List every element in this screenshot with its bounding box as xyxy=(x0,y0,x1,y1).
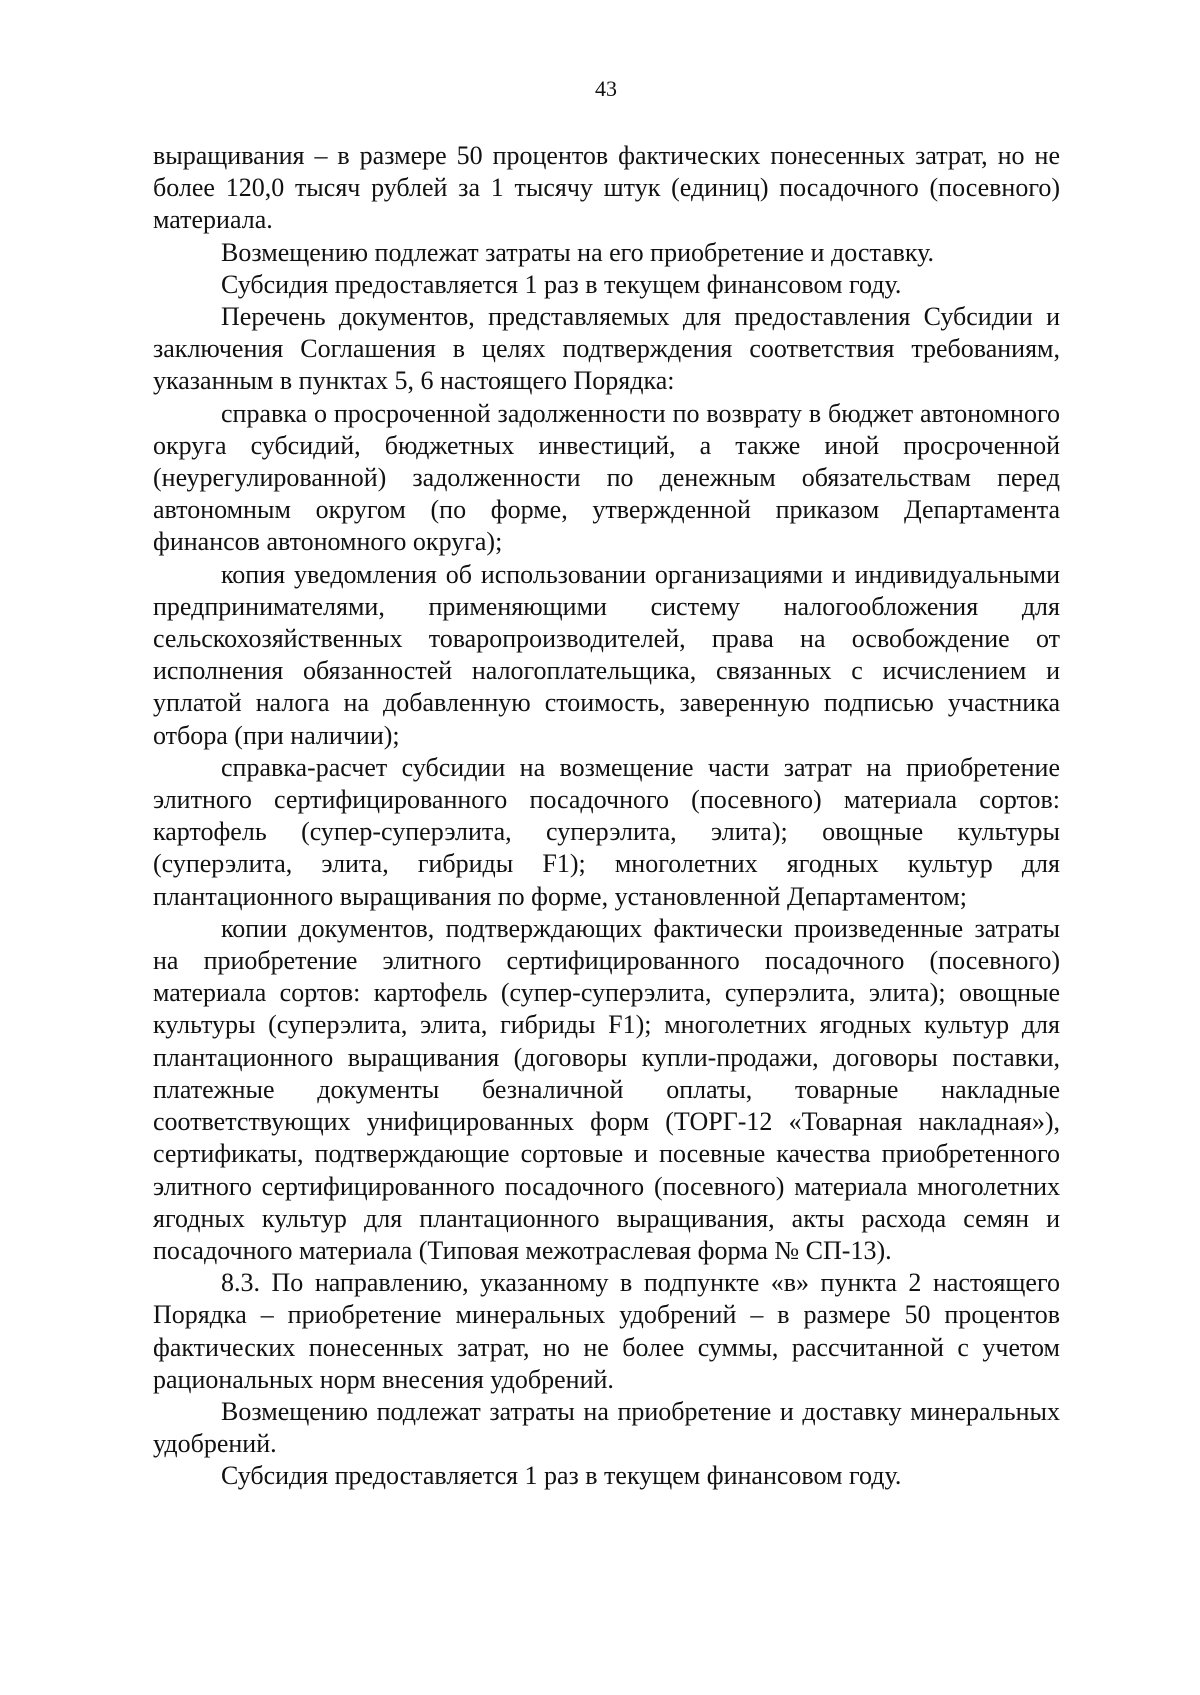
paragraph-subsidy-frequency-final: Субсидия предоставляется 1 раз в текущем финансовом году. xyxy=(221,1461,902,1491)
paragraph-subsidy-calculation: справка-расчет субсидии на возмещение части затрат на приобретение элитного сертифицированного посадочного (посевного) материала сортов: картофель (супер-суперэлита, суперэлита, элита); овощные культуры (суперэлита, элита, гибриды F1); многолетних ягодных культур для плантационного выращивания по форме, установленной Департаментом; xyxy=(153,752,1060,911)
page-number: 43 xyxy=(595,76,617,101)
paragraph-subsidy-frequency: Субсидия предоставляется 1 раз в текущем финансовом году. xyxy=(221,269,902,299)
paragraph-section-8-3: 8.3. По направлению, указанному в подпункте «в» пункта 2 настоящего Порядка – приобретение минеральных удобрений – в размере 50 процентов фактических понесенных затрат, но не более суммы, рассчитанной с учетом рациональных норм внесения удобрений. xyxy=(153,1268,1060,1394)
paragraph-continuation: выращивания – в размере 50 процентов фактических понесенных затрат, но не более 120,0 тысяч рублей за 1 тысячу штук (единиц) посадочного (посевного) материала. xyxy=(153,141,1060,235)
paragraph-overdue-debt-certificate: справка о просроченной задолженности по возврату в бюджет автономного округа субсидий, бюджетных инвестиций, а также иной просроченной (неурегулированной) задолженности по денежным обязательствам перед автономным округом (по форме, утвержденной приказом Департамента финансов автономного округа); xyxy=(153,398,1060,557)
paragraph-vat-exemption-notice: копия уведомления об использовании организациями и индивидуальными предпринимателями, применяющими систему налогообложения для сельскохозяйственных товаропроизводителей, права на освобождение от исполнения обязанностей налогоплательщика, связанных с исчислением и уплатой налога на добавленную стоимость, заверенную подписью участника отбора (при наличии); xyxy=(153,559,1060,750)
document-body xyxy=(153,140,1060,1493)
paragraph-reimbursement-delivery: Возмещению подлежат затраты на его приобретение и доставку. xyxy=(221,237,935,267)
paragraph-documents-list-intro: Перечень документов, представляемых для предоставления Субсидии и заключения Соглашения в целях подтверждения соответствия требованиям, указанным в пунктах 5, 6 настоящего Порядка: xyxy=(153,302,1060,396)
paragraph-fertilizer-reimbursement: Возмещению подлежат затраты на приобретение и доставку минеральных удобрений. xyxy=(153,1396,1060,1459)
paragraph-expense-documents: копии документов, подтверждающих фактически произведенные затраты на приобретение элитного сертифицированного посадочного (посевного) материала сортов: картофель (супер-суперэлита, суперэлита, элита); овощные культуры (суперэлита, элита, гибриды F1); многолетних ягодных культур для плантационного выращивания (договоры купли-продажи, договоры поставки, платежные документы безналичной оплаты, товарные накладные соответствующих унифицированных форм (ТОРГ-12 «Товарная накладная»), сертификаты, подтверждающие сортовые и посевные качества приобретенного элитного сертифицированного посадочного (посевного) материала многолетних ягодных культур для плантационного выращивания, акты расхода семян и посадочного материала (Типовая межотраслевая форма № СП-13). xyxy=(153,913,1060,1265)
